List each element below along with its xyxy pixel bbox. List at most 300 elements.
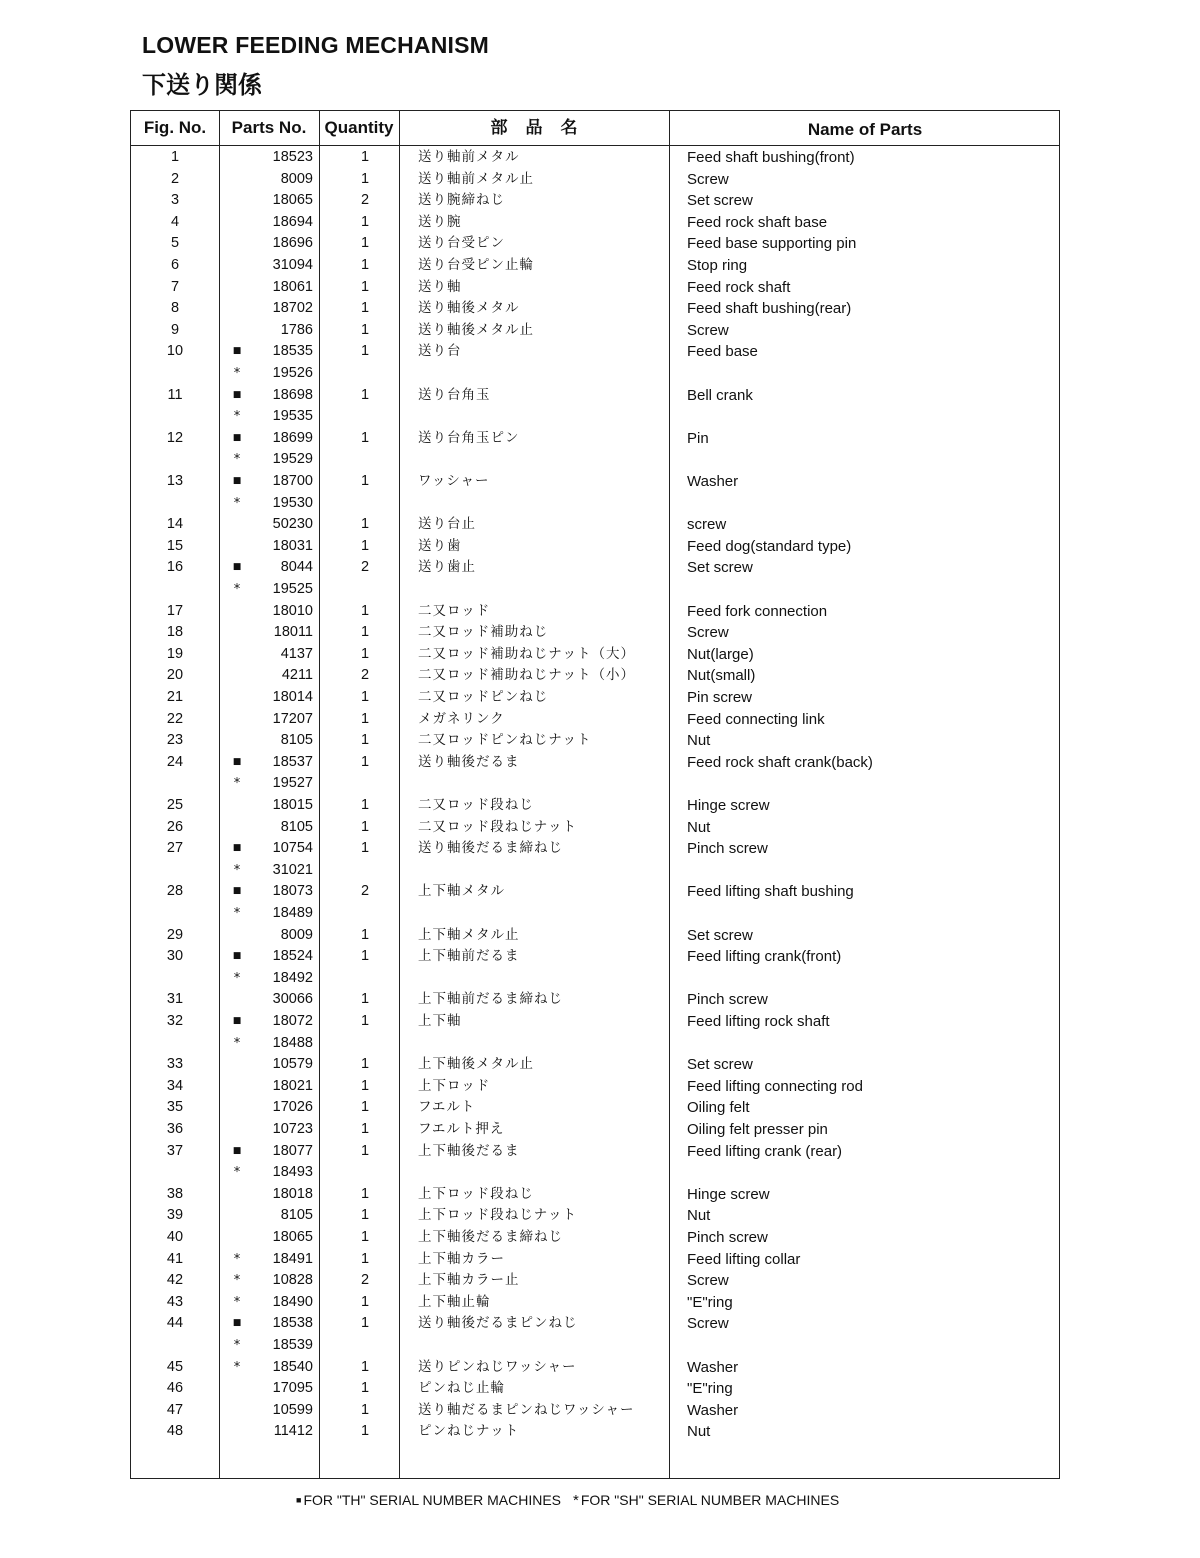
fig-no-cell: 45 (166, 1358, 184, 1375)
japanese-name-cell: 上下軸後メタル止 (418, 1056, 534, 1073)
quantity-cell: 1 (360, 257, 370, 273)
page-titles (142, 32, 489, 100)
parts-no-cell: 17026 (272, 1099, 313, 1116)
fig-no-cell: 36 (166, 1121, 184, 1137)
japanese-name-cell: 上下軸メタル止 (418, 926, 520, 943)
header-japanese-name: 部品名 (490, 118, 596, 138)
serial-mark: ■ (232, 432, 242, 443)
quantity-cell: 1 (360, 537, 370, 554)
serial-mark: * (233, 970, 241, 986)
part-name-cell: Feed lifting shaft bushing (687, 883, 854, 901)
quantity-cell: 1 (360, 516, 370, 533)
part-name-cell: Feed rock shaft crank(back) (687, 753, 873, 771)
fig-no-cell: 32 (166, 1013, 184, 1029)
quantity-cell: 1 (360, 1380, 370, 1397)
table-row (131, 341, 1059, 363)
table-row (131, 493, 1059, 515)
quantity-cell: 1 (360, 797, 370, 813)
serial-mark: * (233, 906, 241, 921)
fig-no-cell: 31 (166, 991, 184, 1008)
quantity-cell: 1 (360, 278, 370, 295)
parts-no-cell: 18535 (272, 343, 313, 360)
part-name-cell: Screw (687, 1315, 729, 1333)
title-english: LOWER FEEDING MECHANISM (142, 32, 490, 58)
fig-no-cell: 33 (166, 1056, 184, 1073)
fig-no-cell: 44 (166, 1315, 184, 1332)
table-row (131, 1184, 1059, 1206)
parts-no-cell: 18021 (272, 1077, 313, 1094)
parts-no-cell: 18490 (272, 1293, 313, 1310)
japanese-name-cell: メガネリンク (418, 710, 505, 727)
parts-no-cell: 18488 (272, 1034, 313, 1051)
table-row (131, 1054, 1059, 1076)
fig-no-cell: 28 (166, 883, 184, 900)
part-name-cell: Nut(small) (687, 667, 756, 685)
table-row (131, 730, 1059, 752)
quantity-cell: 1 (360, 1315, 370, 1332)
parts-no-cell: 18524 (272, 948, 313, 965)
japanese-name-cell: 上下軸メタル (418, 883, 505, 900)
fig-no-cell: 24 (166, 753, 184, 770)
parts-no-cell: 19530 (272, 494, 313, 511)
part-name-cell: Screw (687, 170, 729, 188)
serial-mark: * (233, 1359, 241, 1375)
parts-no-cell: 18072 (272, 1013, 313, 1029)
serial-mark: ■ (232, 886, 242, 897)
parts-no-cell: 19529 (272, 451, 313, 468)
table-row (131, 1421, 1059, 1443)
table-row (131, 1119, 1059, 1141)
table-row (131, 946, 1059, 968)
table-row (131, 1076, 1059, 1098)
table-row (131, 860, 1059, 882)
quantity-cell: 1 (360, 149, 370, 165)
quantity-cell: 1 (360, 1358, 370, 1375)
fig-no-cell: 8 (170, 300, 180, 317)
serial-mark: ■ (232, 1016, 242, 1026)
table-row (131, 1011, 1059, 1033)
serial-mark: * (233, 1338, 241, 1353)
table-row (131, 233, 1059, 255)
part-name-cell: Washer (687, 1358, 739, 1376)
table-row (131, 255, 1059, 277)
parts-no-cell: 18489 (272, 905, 313, 921)
fig-no-cell: 25 (166, 797, 184, 813)
header-parts-no: Parts No. (231, 118, 307, 137)
fig-no-cell: 47 (166, 1401, 184, 1418)
parts-no-cell: 18694 (272, 213, 313, 230)
part-name-cell: Pinch screw (687, 991, 768, 1009)
header-name-of-parts: Name of Parts (807, 120, 923, 139)
table-row (131, 212, 1059, 234)
japanese-name-cell: 送り歯止 (418, 559, 476, 576)
fig-no-cell: 6 (170, 257, 180, 273)
fig-no-cell: 23 (166, 732, 184, 749)
parts-no-cell: 8044 (280, 559, 313, 576)
japanese-name-cell: 上下軸カラー (418, 1250, 505, 1267)
parts-no-cell: 8009 (280, 170, 313, 187)
japanese-name-cell: 送り軸前メタル止 (418, 170, 534, 187)
japanese-name-cell: 送り台受ピン止輪 (418, 257, 534, 273)
quantity-cell: 1 (360, 343, 370, 360)
parts-no-cell: 18015 (272, 797, 313, 813)
fig-no-cell: 16 (166, 559, 184, 576)
quantity-cell: 1 (360, 1013, 370, 1029)
parts-no-cell: 18065 (272, 1229, 313, 1245)
fig-no-cell: 40 (166, 1229, 184, 1245)
parts-no-cell: 19526 (272, 365, 313, 381)
table-row (131, 1141, 1059, 1163)
fig-no-cell: 43 (166, 1293, 184, 1310)
parts-no-cell: 18065 (272, 192, 313, 209)
japanese-name-cell: 送り台止 (418, 516, 476, 533)
japanese-name-cell: 送り軸後メタル (418, 300, 520, 317)
japanese-name-cell: 送り軸後だるま (418, 753, 520, 770)
quantity-cell: 1 (360, 645, 370, 662)
part-name-cell: Nut (687, 732, 711, 750)
table-row (131, 298, 1059, 320)
serial-mark: * (233, 366, 241, 381)
japanese-name-cell: 二又ロッド (418, 602, 491, 619)
fig-no-cell: 27 (166, 840, 184, 857)
table-row (131, 838, 1059, 860)
japanese-name-cell: 送り軸前メタル (418, 149, 520, 165)
fig-no-cell: 29 (166, 926, 184, 943)
quantity-cell: 1 (360, 1077, 370, 1094)
part-name-cell: Feed lifting collar (687, 1250, 801, 1268)
parts-no-cell: 18696 (272, 235, 313, 252)
parts-no-cell: 1786 (280, 321, 313, 338)
table-row (131, 471, 1059, 493)
japanese-name-cell: 送り台受ピン (418, 235, 505, 252)
japanese-name-cell: 二又ロッド補助ねじナット（小） (418, 667, 635, 684)
japanese-name-cell: 送り軸後だるまピンねじ (418, 1315, 578, 1332)
table-row (131, 1162, 1059, 1184)
quantity-cell: 2 (360, 192, 370, 209)
table-row (131, 169, 1059, 191)
quantity-cell: 1 (360, 300, 370, 317)
japanese-name-cell: 送り腕締ねじ (418, 192, 505, 209)
parts-no-cell: 10723 (272, 1121, 313, 1137)
parts-no-cell: 10579 (272, 1056, 313, 1073)
table-row (131, 773, 1059, 795)
part-name-cell: Set screw (687, 559, 753, 577)
parts-no-cell: 31021 (272, 861, 313, 878)
fig-no-cell: 39 (166, 1207, 184, 1224)
serial-mark: ■ (232, 843, 242, 854)
parts-no-cell: 18493 (272, 1164, 313, 1181)
table-row (131, 925, 1059, 947)
quantity-cell: 1 (360, 1423, 370, 1440)
fig-no-cell: 13 (166, 473, 184, 489)
parts-no-cell: 18492 (272, 969, 313, 986)
table-row (131, 1270, 1059, 1292)
table-row (131, 709, 1059, 731)
part-name-cell: Feed rock shaft base (687, 213, 828, 231)
serial-mark: * (233, 409, 241, 425)
parts-no-cell: 11412 (273, 1423, 313, 1440)
quantity-cell: 1 (360, 235, 370, 252)
parts-no-cell: 30066 (272, 991, 313, 1008)
part-name-cell: Feed dog(standard type) (687, 537, 852, 555)
parts-no-cell: 10754 (272, 840, 313, 857)
part-name-cell: Screw (687, 624, 729, 642)
serial-mark: * (233, 1035, 241, 1051)
serial-mark: * (233, 452, 241, 468)
quantity-cell: 1 (360, 170, 370, 187)
table-row (131, 989, 1059, 1011)
fig-no-cell: 35 (166, 1099, 184, 1116)
japanese-name-cell: 上下軸前だるま締ねじ (418, 991, 563, 1008)
table-row (131, 665, 1059, 687)
fig-no-cell: 11 (167, 386, 183, 403)
parts-no-cell: 4211 (281, 667, 313, 684)
quantity-cell: 1 (360, 1056, 370, 1073)
table-row (131, 1378, 1059, 1400)
quantity-cell: 1 (360, 1250, 370, 1267)
japanese-name-cell: 上下ロッド段ねじ (418, 1185, 534, 1202)
table-row (131, 1357, 1059, 1379)
japanese-name-cell: 上下軸カラー止 (418, 1272, 520, 1289)
quantity-cell: 2 (360, 1272, 370, 1289)
part-name-cell: Feed shaft bushing(front) (687, 149, 855, 166)
table-row (131, 320, 1059, 342)
fig-no-cell: 18 (166, 624, 184, 641)
japanese-name-cell: フエルト押え (418, 1121, 505, 1137)
quantity-cell: 1 (360, 1099, 370, 1116)
table-row (131, 752, 1059, 774)
serial-mark: * (233, 495, 241, 511)
serial-mark: * (233, 582, 241, 597)
quantity-cell: 1 (360, 1293, 370, 1310)
table-row (131, 687, 1059, 709)
fig-no-cell: 38 (166, 1185, 184, 1202)
quantity-cell: 1 (360, 473, 370, 489)
table-row (131, 557, 1059, 579)
japanese-name-cell: 上下軸前だるま (418, 948, 520, 965)
part-name-cell: Nut(large) (687, 645, 754, 663)
parts-no-cell: 18014 (272, 689, 313, 705)
parts-no-cell: 19527 (272, 775, 313, 792)
part-name-cell: Feed base (687, 343, 758, 361)
serial-mark: * (233, 1273, 241, 1289)
table-row (131, 449, 1059, 471)
parts-no-cell: 18700 (272, 473, 313, 489)
serial-mark: ■ (232, 756, 242, 767)
quantity-cell: 2 (360, 559, 370, 576)
japanese-name-cell: 上下ロッド (418, 1077, 491, 1094)
fig-no-cell: 2 (170, 170, 180, 187)
fig-no-cell: 9 (170, 321, 180, 338)
table-row (131, 1033, 1059, 1055)
quantity-cell: 1 (360, 818, 370, 835)
part-name-cell: Nut (687, 818, 711, 836)
japanese-name-cell: 二又ロッド補助ねじ (418, 624, 549, 641)
fig-no-cell: 42 (166, 1272, 184, 1289)
part-name-cell: Feed connecting link (687, 710, 825, 728)
parts-no-cell: 18523 (272, 149, 313, 165)
japanese-name-cell: 送り台角玉ピン (418, 429, 520, 446)
part-name-cell: Washer (687, 473, 739, 490)
table-row (131, 363, 1059, 385)
parts-table (130, 110, 1060, 1479)
serial-mark: ■ (232, 1145, 242, 1156)
japanese-name-cell: 送り腕 (418, 213, 462, 230)
table-row (131, 903, 1059, 925)
fig-no-cell: 37 (166, 1142, 184, 1159)
part-name-cell: Stop ring (687, 257, 748, 274)
japanese-name-cell: 送り軸 (418, 278, 462, 295)
quantity-cell: 1 (360, 1401, 370, 1418)
table-row (131, 536, 1059, 558)
parts-no-cell: 19535 (272, 408, 313, 425)
quantity-cell: 1 (360, 321, 370, 338)
japanese-name-cell: 上下軸後だるま (418, 1142, 520, 1159)
part-name-cell: Oiling felt (687, 1099, 750, 1117)
part-name-cell: Nut (687, 1423, 711, 1441)
asterisk-symbol: * (573, 1492, 579, 1509)
parts-no-cell: 31094 (272, 257, 313, 273)
quantity-cell: 1 (360, 840, 370, 857)
table-row (131, 1335, 1059, 1357)
part-name-cell: Pin (687, 429, 709, 447)
parts-no-cell: 18011 (273, 624, 313, 641)
fig-no-cell: 34 (166, 1077, 184, 1094)
japanese-name-cell: 上下軸止輪 (418, 1293, 491, 1310)
japanese-name-cell: 送り台 (418, 343, 462, 360)
legend-sh: FOR "SH" SERIAL NUMBER MACHINES (580, 1492, 840, 1508)
parts-no-cell: 18702 (272, 300, 313, 317)
part-name-cell: Feed lifting crank(front) (687, 948, 842, 966)
table-row (131, 385, 1059, 407)
serial-mark: * (233, 1294, 241, 1310)
japanese-name-cell: 上下軸 (418, 1013, 462, 1029)
serial-mark: ■ (232, 476, 242, 486)
quantity-cell: 1 (360, 948, 370, 965)
quantity-cell: 1 (360, 386, 370, 403)
legend-footer (296, 1492, 839, 1509)
parts-no-cell: 18031 (272, 537, 313, 554)
parts-no-cell: 18077 (272, 1142, 313, 1159)
title-japanese: 下送り関係 (142, 71, 262, 99)
part-name-cell: Oiling felt presser pin (687, 1121, 828, 1138)
fig-no-cell: 26 (166, 818, 184, 835)
fig-no-cell: 4 (170, 213, 180, 230)
japanese-name-cell: 送り軸後だるま締ねじ (418, 840, 563, 857)
table-row (131, 622, 1059, 644)
fig-no-cell: 30 (166, 948, 184, 965)
serial-mark: ■ (232, 1318, 242, 1329)
quantity-cell: 1 (360, 689, 370, 705)
table-row (131, 579, 1059, 601)
japanese-name-cell: ピンねじナット (418, 1423, 520, 1440)
part-name-cell: Feed shaft bushing(rear) (687, 300, 852, 318)
table-row (131, 1227, 1059, 1249)
quantity-cell: 1 (360, 1121, 370, 1137)
quantity-cell: 1 (360, 710, 370, 727)
japanese-name-cell: 送り軸後メタル止 (418, 321, 534, 338)
fig-no-cell: 48 (166, 1423, 184, 1440)
quantity-cell: 1 (360, 624, 370, 641)
parts-no-cell: 18699 (272, 429, 313, 446)
part-name-cell: Screw (687, 1272, 729, 1290)
fig-no-cell: 1 (170, 149, 180, 165)
fig-no-cell: 5 (170, 235, 180, 252)
table-row (131, 881, 1059, 903)
serial-mark: ■ (232, 951, 242, 962)
quantity-cell: 2 (360, 667, 370, 684)
serial-mark: * (233, 1251, 241, 1267)
fig-no-cell: 19 (166, 645, 184, 662)
table-row (131, 277, 1059, 299)
serial-mark: * (233, 1165, 241, 1181)
table-row (131, 190, 1059, 212)
parts-no-cell: 18010 (272, 602, 313, 619)
quantity-cell: 1 (360, 1185, 370, 1202)
japanese-name-cell: 上下ロッド段ねじナット (418, 1207, 577, 1224)
parts-no-cell: 8009 (280, 926, 313, 943)
table-row (131, 1249, 1059, 1271)
quantity-cell: 1 (360, 732, 370, 749)
header-fig-no: Fig. No. (143, 118, 207, 137)
japanese-name-cell: 送り台角玉 (418, 386, 491, 403)
part-name-cell: Bell crank (687, 386, 753, 404)
table-row (131, 817, 1059, 839)
quantity-cell: 1 (360, 926, 370, 943)
parts-no-cell: 18537 (272, 753, 313, 770)
part-name-cell: Set screw (687, 926, 753, 944)
serial-mark: * (233, 776, 241, 792)
japanese-name-cell: 送り軸だるまピンねじワッシャー (418, 1401, 635, 1418)
part-name-cell: Screw (687, 321, 729, 339)
japanese-name-cell: 二又ロッド補助ねじナット（大） (418, 645, 635, 662)
japanese-name-cell: 二又ロッド段ねじナット (418, 818, 577, 835)
fig-no-cell: 21 (166, 689, 184, 705)
quantity-cell: 1 (360, 602, 370, 619)
part-name-cell: Hinge screw (687, 797, 770, 814)
japanese-name-cell: ピンねじ止輪 (418, 1380, 505, 1397)
parts-no-cell: 18698 (272, 386, 313, 403)
part-name-cell: Feed fork connection (687, 602, 828, 620)
fig-no-cell: 20 (166, 667, 184, 684)
serial-mark: ■ (232, 346, 242, 357)
fig-no-cell: 15 (166, 537, 184, 554)
table-row (131, 795, 1059, 817)
table-row (131, 406, 1059, 428)
parts-no-cell: 18538 (272, 1315, 313, 1332)
fig-no-cell: 10 (166, 343, 184, 360)
part-name-cell: Feed lifting rock shaft (687, 1013, 830, 1030)
part-name-cell: "E"ring (687, 1380, 733, 1398)
parts-no-cell: 17207 (272, 710, 313, 727)
quantity-cell: 1 (360, 753, 370, 770)
part-name-cell: Nut (687, 1207, 711, 1225)
fig-no-cell: 7 (170, 278, 180, 295)
quantity-cell: 2 (360, 883, 370, 900)
part-name-cell: Feed lifting crank (rear) (687, 1142, 843, 1160)
parts-no-cell: 8105 (280, 818, 313, 835)
parts-no-cell: 18061 (272, 278, 313, 295)
parts-no-cell: 8105 (280, 732, 313, 749)
japanese-name-cell: ワッシャー (418, 473, 490, 489)
part-name-cell: screw (687, 516, 727, 534)
japanese-name-cell: 二又ロッドピンねじ (418, 689, 549, 705)
part-name-cell: Feed base supporting pin (687, 235, 857, 253)
parts-no-cell: 8105 (280, 1207, 313, 1224)
part-name-cell: Pinch screw (687, 1229, 768, 1246)
table-row (131, 147, 1059, 169)
parts-no-cell: 18540 (272, 1358, 313, 1375)
